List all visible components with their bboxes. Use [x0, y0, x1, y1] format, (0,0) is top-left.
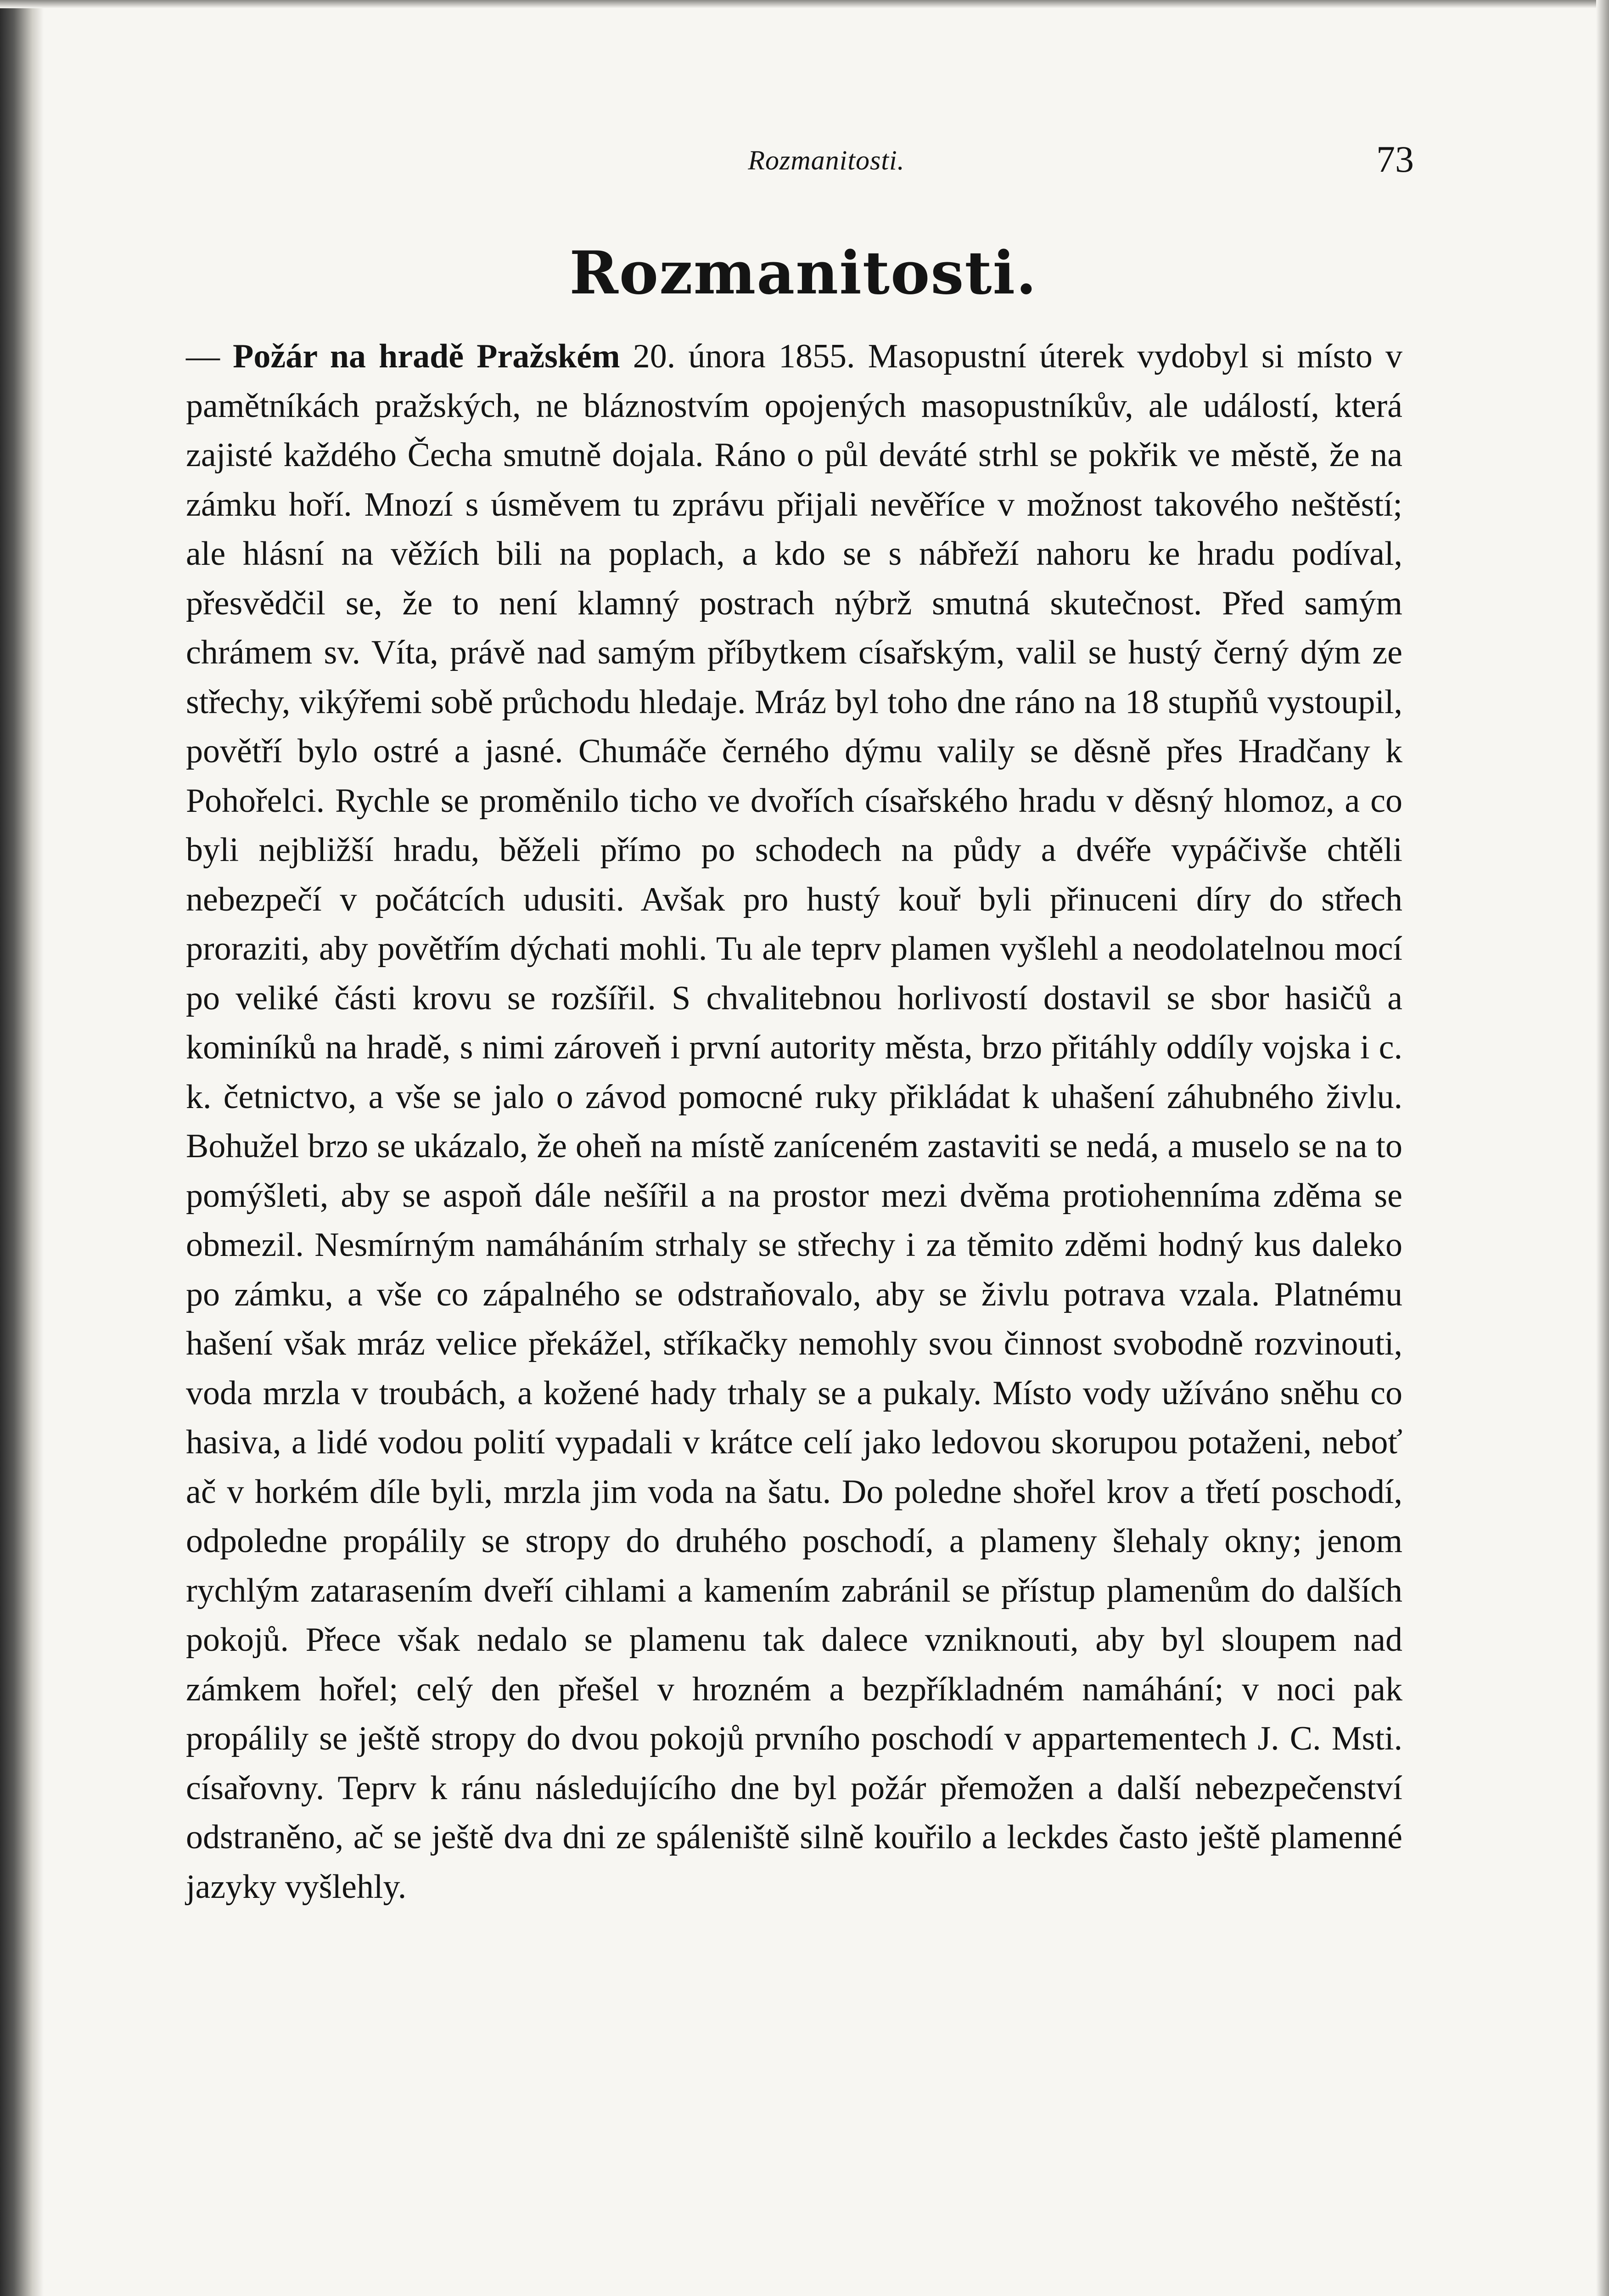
scan-top-edge	[0, 0, 1609, 8]
scan-right-edge	[1596, 0, 1609, 2296]
article-text: Masopustní úterek vydobyl si místo v pamětníkách pražských, ne bláznostvím opojených masopustníkův, ale událostí, která zajisté každého Čecha smutně dojala. Ráno o půl deváté strhl se pokřik ve městě, že na zámku hoří. Mnozí s úsměvem tu zprávu přijali nevěříce v možnost takového neštěstí; ale hlásní na věžích bili na poplach, a kdo se s nábřeží nahoru ke hradu podíval, přesvědčil se, že to není klamný postrach nýbrž smutná skutečnost. Před samým chrámem sv. Víta, právě nad samým příbytkem císařským, valil se hustý černý dým ze střechy, vikýřemi sobě průchodu hledaje. Mráz byl toho dne ráno na 18 stupňů vystoupil, povětří bylo ostré a jasné. Chumáče černého dýmu valily se děsně přes Hradčany k Pohořelci. Rychle se proměnilo ticho ve dvořích císařského hradu v děsný hlomoz, a co byli nejbližší hradu, běželi přímo po schodech na půdy a dvéře vypáčivše chtěli nebezpečí v počátcích udusiti. Avšak pro hustý kouř byli přinuceni díry do střech proraziti, aby povětřím dýchati mohli. Tu ale teprv plamen vyšlehl a neodolatelnou mocí po veliké části krovu se rozšířil. S chvalitebnou horlivostí dostavil se sbor hasičů a kominíků na hradě, s nimi zároveň i první autority města, brzo přitáhly oddíly vojska i c. k. četnictvo, a vše se jalo o závod pomocné ruky přikládat k uhašení záhubného živlu. Bohužel brzo se ukázalo, že oheň na místě zaníceném zastaviti se nedá, a muselo se na to pomýšleti, aby se aspoň dále nešířil a na prostor mezi dvěma protiohenníma zděma se obmezil. Nesmírným namáháním strhaly se střechy i za těmito zděmi hodný kus daleko po zámku, a vše co zápalného se odstraňovalo, aby se živlu potrava vzala. Platnému hašení však mráz velice překážel, stříkačky nemohly svou činnost svobodně rozvinouti, voda mrzla v troubách, a kožené hady trhaly se a pukaly. Místo vody užíváno sněhu co hasiva, a lidé vodou polití vypadali v krátce celí jako ledovou skorupou potaženi, neboť ač v horkém díle byli, mrzla jim voda na šatu. Do poledne shořel krov a třetí poschodí, odpoledne propálily se stropy do druhého poschodí, a plameny šlehaly okny; jenom rychlým zatarasením dveří cihlami a kamením zabránil se přístup plamenům do dalších pokojů. Přece však nedalo se plamenu tak dalece vzniknouti, aby byl sloupem nad zámkem hořel; celý den přešel v hrozném a bezpříkladném namáhání; v noci pak propálily se ještě stropy do dvou pokojů prvního poschodí v appartementech J. C. Msti. císařovny. Teprv k ránu následujícího dne byl požár přemožen a další nebezpečenství odstraněno, ač se ještě dva dni ze spáleniště silně kouřilo a leckdes často ještě plamenné jazyky vyšlehly.	[186, 338, 1402, 1906]
page-title: Rozmanitosti.	[569, 239, 1037, 308]
running-head: Rozmanitosti.	[748, 145, 905, 175]
em-dash: —	[186, 338, 220, 375]
article-headline: Požár na hradě Pražském	[233, 338, 620, 375]
article-date: 20. února 1855.	[633, 338, 855, 375]
article-body	[186, 332, 1402, 1912]
page-number: 73	[1376, 138, 1414, 180]
scan-binding-edge	[0, 0, 44, 2296]
